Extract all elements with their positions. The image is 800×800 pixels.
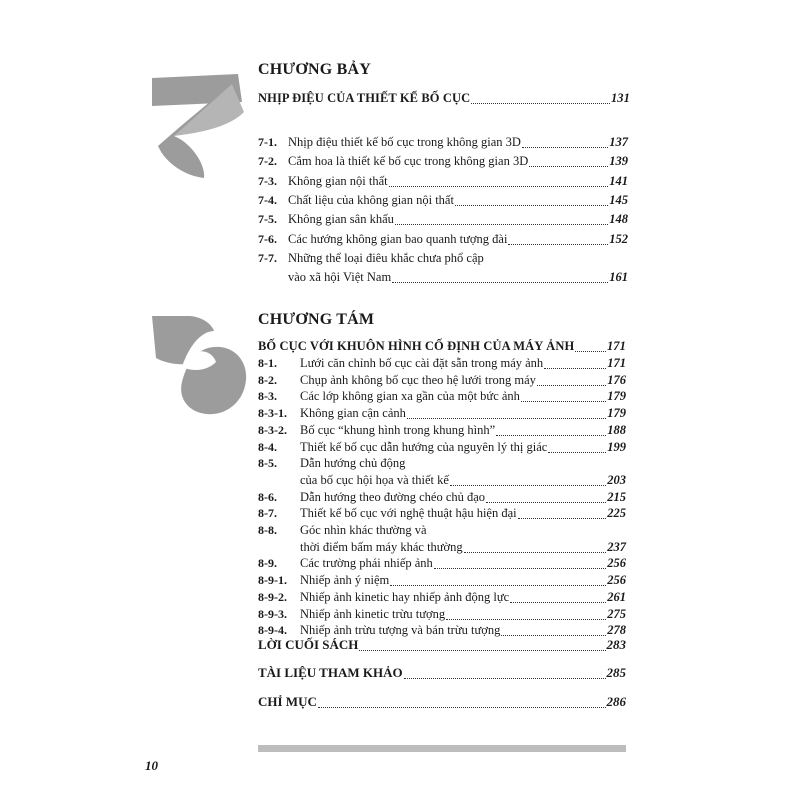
toc-entry-number: 8-8. (258, 523, 277, 537)
toc-entry-number: 7-7. (258, 250, 277, 265)
leader-dots (544, 368, 606, 369)
toc-entry-number: 8-7. (258, 506, 277, 521)
toc-page-number: 179 (607, 389, 626, 404)
toc-page-number: 283 (606, 637, 626, 652)
toc-entry-number: 7-5. (258, 212, 277, 227)
toc-page-number: 256 (607, 573, 626, 588)
toc-entry-title: Không gian cận cảnh (300, 406, 406, 421)
toc-page-number: 256 (607, 556, 626, 571)
toc-entry-title: Thiết kế bố cục dẫn hướng của nguyên lý thị giác (300, 439, 548, 454)
toc-entry-title: Các hướng không gian bao quanh tượng đài (288, 231, 508, 246)
toc-entry-title: TÀI LIỆU THAM KHẢO (258, 665, 403, 680)
toc-entry[interactable] (258, 389, 626, 404)
toc-page-number: 139 (609, 154, 628, 169)
toc-entry-title: Góc nhìn khác thường và (300, 523, 427, 537)
toc-entry-number: 7-2. (258, 154, 277, 169)
toc-entry-number: 8-2. (258, 372, 277, 387)
toc-entry-number: 8-3-2. (258, 422, 287, 437)
chapter-eight-ornament-icon (146, 312, 256, 422)
toc-page-number: 237 (607, 539, 626, 554)
toc-entry[interactable] (258, 456, 626, 471)
leader-dots (392, 282, 608, 283)
toc-page-number: 145 (609, 192, 628, 207)
leader-dots (389, 186, 609, 187)
toc-entry-number: 8-9. (258, 556, 277, 571)
back-matter-entry[interactable] (258, 694, 626, 710)
toc-entry-title: Không gian sân khấu (288, 212, 394, 227)
toc-entry-number: 7-6. (258, 231, 277, 246)
toc-entry-number: 7-3. (258, 173, 277, 188)
toc-entry[interactable] (258, 232, 628, 247)
chapter-seven-title: CHƯƠNG BẢY (258, 61, 371, 78)
toc-page-number: 275 (607, 606, 626, 621)
toc-entry-title: Các lớp không gian xa gần của một bức ảnh (300, 389, 520, 404)
toc-page-number: 203 (607, 472, 626, 487)
toc-page-number: 278 (607, 623, 626, 638)
leader-dots (486, 502, 606, 503)
toc-entry-title: Nhiếp ảnh kinetic trừu tượng (300, 606, 446, 621)
toc-entry-title-cont: thời điểm bấm máy khác thường (300, 539, 463, 554)
toc-entry-continuation[interactable] (300, 540, 626, 555)
toc-entry[interactable] (258, 373, 626, 388)
toc-entry[interactable] (258, 556, 626, 571)
leader-dots (446, 619, 606, 620)
toc-entry-continuation[interactable] (300, 473, 626, 488)
leader-dots (537, 385, 606, 386)
leader-dots (464, 552, 607, 553)
toc-entry-number: 8-9-1. (258, 573, 287, 588)
back-matter-entry[interactable] (258, 665, 626, 681)
toc-entry[interactable] (258, 573, 626, 588)
toc-entry-title: Dẫn hướng theo đường chéo chủ đạo (300, 489, 486, 504)
toc-entry[interactable] (258, 154, 628, 169)
toc-entry-title: Thiết kế bố cục với nghệ thuật hậu hiện đại (300, 506, 517, 521)
toc-entry-continuation[interactable] (288, 270, 628, 285)
toc-entry-title: BỐ CỤC VỚI KHUÔN HÌNH CỐ ĐỊNH CỦA MÁY ẢNH (258, 339, 575, 353)
toc-entry[interactable] (258, 135, 628, 150)
toc-page-number: 141 (609, 173, 628, 188)
chapter-seven-ornament-icon (146, 72, 256, 182)
leader-dots (407, 418, 606, 419)
leader-dots (450, 485, 606, 486)
toc-entry-title: NHỊP ĐIỆU CỦA THIẾT KẾ BỐ CỤC (258, 91, 471, 105)
toc-entry[interactable] (258, 174, 628, 189)
toc-entry[interactable] (258, 406, 626, 421)
toc-page-number: 148 (609, 212, 628, 227)
page-number: 10 (145, 758, 158, 773)
toc-entry-title-cont: của bố cục hội họa và thiết kế (300, 472, 449, 487)
toc-page-number: 171 (606, 339, 626, 353)
toc-entry[interactable] (258, 356, 626, 371)
toc-page-number: 199 (607, 439, 626, 454)
toc-page-number: 285 (606, 665, 626, 680)
toc-entry[interactable] (258, 440, 626, 455)
toc-entry-title: Nhiếp ảnh kinetic hay nhiếp ảnh động lực (300, 589, 510, 604)
toc-entry[interactable] (258, 506, 626, 521)
toc-entry[interactable] (258, 251, 628, 266)
toc-entry-title: CHỈ MỤC (258, 694, 317, 709)
toc-entry[interactable] (258, 590, 626, 605)
leader-dots (522, 147, 608, 148)
toc-entry-title: Nhịp điệu thiết kế bố cục trong không gian 3D (288, 135, 521, 149)
toc-entry-title: Cắm hoa là thiết kế bố cục trong không gian 3D (288, 154, 529, 169)
toc-page-number: 176 (607, 372, 626, 387)
toc-entry-title: Chất liệu của không gian nội thất (288, 192, 454, 207)
toc-entry-title: Lưới căn chỉnh bố cục cài đặt sẵn trong máy ảnh (300, 356, 544, 370)
toc-entry-number: 7-1. (258, 135, 277, 149)
toc-entry-number: 8-5. (258, 456, 277, 471)
toc-page-number: 215 (607, 489, 626, 504)
toc-entry[interactable] (258, 212, 628, 227)
leader-dots (575, 351, 606, 352)
back-matter-entry[interactable] (258, 637, 626, 653)
toc-page-number: 261 (607, 589, 626, 604)
toc-entry-title: Những thể loại điêu khắc chưa phổ cập (288, 250, 484, 265)
leader-dots (395, 224, 608, 225)
toc-page-number: 179 (607, 406, 626, 421)
toc-entry-number: 8-4. (258, 439, 277, 454)
toc-entry-number: 8-3-1. (258, 406, 287, 421)
toc-entry[interactable] (258, 490, 626, 505)
toc-entry-number: 8-9-3. (258, 606, 287, 621)
toc-page-number: 188 (607, 422, 626, 437)
toc-entry[interactable] (258, 523, 626, 538)
leader-dots (518, 518, 607, 519)
toc-entry-title: Nhiếp ảnh trừu tượng và bán trừu tượng (300, 623, 501, 638)
toc-page-number: 137 (609, 135, 628, 149)
toc-entry-number: 8-6. (258, 489, 277, 504)
toc-entry-title-cont: vào xã hội Việt Nam (288, 270, 392, 285)
toc-entry-number: 7-4. (258, 192, 277, 207)
toc-entry-number: 8-9-4. (258, 623, 287, 638)
toc-entry-number: 8-9-2. (258, 589, 287, 604)
footer-bar (258, 745, 626, 752)
leader-dots (390, 585, 606, 586)
toc-page-number: 131 (610, 91, 630, 105)
toc-entry[interactable] (258, 623, 626, 638)
leader-dots (508, 244, 608, 245)
toc-page-number: 225 (607, 506, 626, 521)
toc-entry-title: Nhiếp ảnh ý niệm (300, 573, 390, 588)
toc-entry-title: Chụp ảnh không bố cục theo hệ lưới trong máy (300, 372, 536, 387)
leader-dots (521, 401, 606, 402)
toc-page-number: 286 (606, 694, 626, 709)
toc-entry-number: 8-1. (258, 356, 277, 370)
leader-dots (471, 103, 610, 104)
toc-entry[interactable] (258, 193, 628, 208)
leader-dots (548, 452, 606, 453)
leader-dots (404, 678, 606, 679)
toc-entry-number: 8-3. (258, 389, 277, 404)
toc-entry[interactable] (258, 423, 626, 438)
toc-entry-title: Bố cục “khung hình trong khung hình” (300, 422, 496, 437)
leader-dots (510, 602, 606, 603)
chapter-eight-title: CHƯƠNG TÁM (258, 311, 375, 328)
leader-dots (496, 435, 606, 436)
toc-entry-title: LỜI CUỐI SÁCH (258, 637, 359, 652)
leader-dots (359, 650, 605, 651)
toc-entry-title: Các trường phái nhiếp ảnh (300, 556, 433, 571)
toc-page-number: 171 (607, 356, 626, 370)
toc-entry-title: Không gian nội thất (288, 173, 388, 188)
leader-dots (434, 568, 606, 569)
toc-entry-title: Dẫn hướng chủ động (300, 456, 406, 471)
chapter-seven-main-entry[interactable] (258, 91, 630, 106)
leader-dots (455, 205, 608, 206)
leader-dots (529, 166, 608, 167)
toc-page-number: 161 (609, 270, 628, 285)
chapter-eight-main-entry[interactable] (258, 339, 626, 354)
toc-page-number: 152 (609, 231, 628, 246)
toc-entry[interactable] (258, 607, 626, 622)
leader-dots (318, 707, 606, 708)
